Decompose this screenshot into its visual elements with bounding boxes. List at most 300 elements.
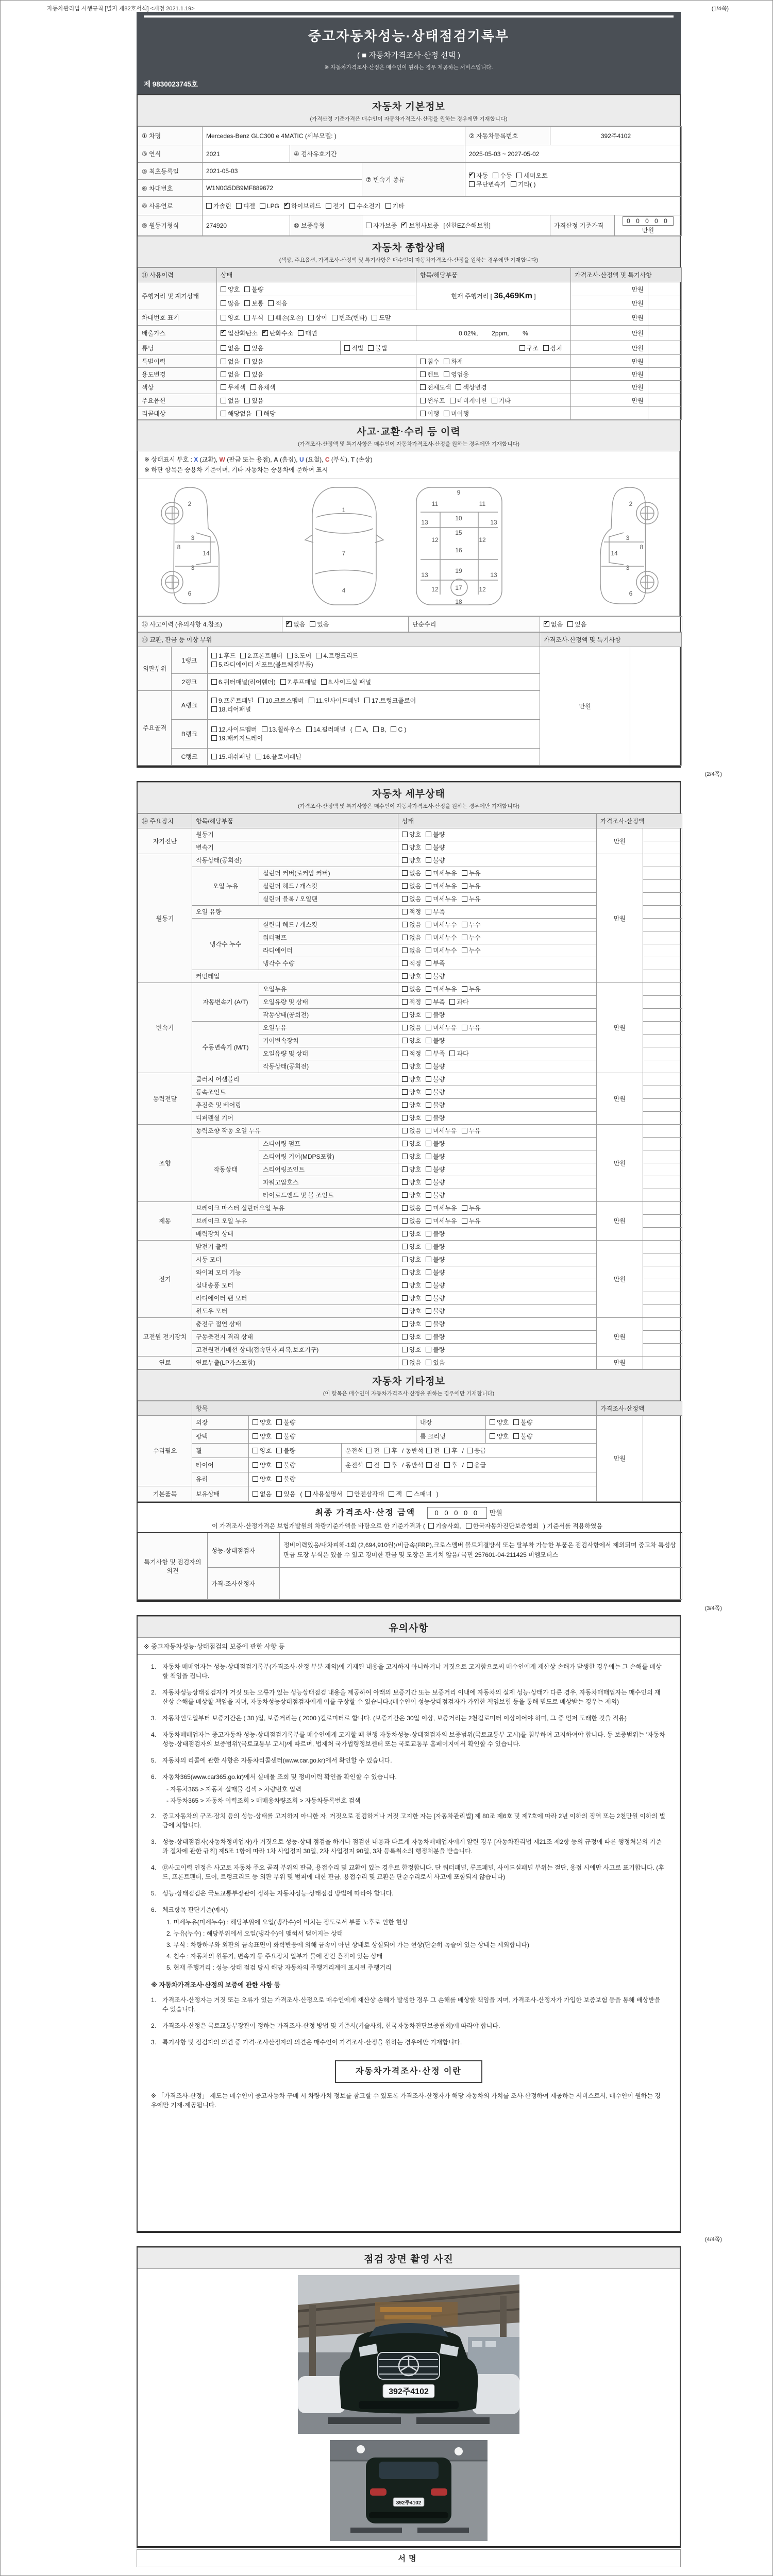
checkbox-option[interactable]: 없음 xyxy=(402,1126,421,1135)
checkbox[interactable] xyxy=(426,1269,431,1275)
checkbox[interactable] xyxy=(298,330,304,336)
checkbox-option[interactable]: 미세누유 xyxy=(426,1126,457,1135)
checkbox[interactable] xyxy=(444,411,449,416)
checkbox-option[interactable]: 양호 xyxy=(402,1178,421,1187)
checkbox[interactable] xyxy=(384,1448,390,1453)
checkbox-option[interactable]: 없음 xyxy=(402,985,421,993)
checkbox[interactable] xyxy=(402,1321,408,1327)
checkbox-option[interactable]: 수소전기 xyxy=(349,201,380,210)
checkbox-option[interactable]: 해당없음 xyxy=(221,409,251,418)
checkbox-option[interactable]: C ) xyxy=(391,726,406,733)
checkbox[interactable] xyxy=(310,621,315,627)
checkbox-option[interactable]: 응급 xyxy=(467,1446,486,1455)
checkbox-option[interactable]: 부식 xyxy=(244,313,263,322)
checkbox-option[interactable]: 이행 xyxy=(420,409,439,418)
checkbox[interactable] xyxy=(221,345,226,351)
checkbox[interactable] xyxy=(316,653,322,658)
checkbox-option[interactable]: 보통 xyxy=(244,299,263,308)
checkbox[interactable] xyxy=(426,960,431,966)
checkbox-option[interactable]: 미세누유 xyxy=(426,894,457,903)
checkbox-option[interactable]: 없음 xyxy=(253,1489,272,1498)
checkbox-option[interactable]: 양호 xyxy=(402,1229,421,1238)
checkbox[interactable] xyxy=(308,315,314,320)
checkbox-option[interactable]: 적정 xyxy=(402,1049,421,1058)
checkbox-option[interactable]: 기타( ) xyxy=(511,180,536,189)
checkbox[interactable] xyxy=(344,345,350,351)
checkbox[interactable] xyxy=(492,398,497,403)
checkbox[interactable] xyxy=(513,1419,519,1425)
checkbox-option[interactable]: 양호 xyxy=(402,972,421,980)
checkbox[interactable] xyxy=(426,832,431,837)
checkbox-option[interactable]: 안전삼각대 xyxy=(347,1489,384,1498)
checkbox-option[interactable]: 자가보증 xyxy=(366,221,397,230)
checkbox-option[interactable]: 불량 xyxy=(426,1242,445,1251)
checkbox-option[interactable]: 영업용 xyxy=(444,370,469,379)
checkbox[interactable] xyxy=(211,679,217,685)
checkbox[interactable] xyxy=(426,1244,431,1249)
checkbox[interactable] xyxy=(462,1025,467,1030)
checkbox[interactable] xyxy=(402,999,408,1005)
checkbox-option[interactable]: 유채색 xyxy=(250,383,276,392)
checkbox-option[interactable]: 응급 xyxy=(467,1461,486,1469)
checkbox-option[interactable]: 양호 xyxy=(402,1191,421,1199)
checkbox-option[interactable]: 양호 xyxy=(253,1418,272,1427)
checkbox-option[interactable]: 양호 xyxy=(402,1036,421,1045)
checkbox-option[interactable]: 적정 xyxy=(402,997,421,1006)
checkbox[interactable] xyxy=(402,1025,408,1030)
checkbox-option[interactable]: 누수 xyxy=(462,933,481,942)
checkbox-option[interactable]: 불량 xyxy=(276,1461,295,1469)
checkbox[interactable] xyxy=(567,621,573,627)
checkbox[interactable] xyxy=(426,1334,431,1340)
checkbox[interactable] xyxy=(402,1050,408,1056)
checkbox-option[interactable]: ✔ 일산화탄소 xyxy=(221,329,258,337)
checkbox[interactable] xyxy=(426,857,431,863)
checkbox[interactable] xyxy=(426,1282,431,1288)
checkbox[interactable] xyxy=(467,1462,473,1468)
checkbox-option[interactable]: 없음 xyxy=(402,920,421,929)
checkbox-option[interactable]: 불량 xyxy=(426,1229,445,1238)
checkbox-option[interactable]: B, xyxy=(373,726,386,733)
checkbox-option[interactable]: 13.휠하우스 xyxy=(262,725,301,734)
checkbox-option[interactable]: 양호 xyxy=(253,1475,272,1483)
checkbox[interactable] xyxy=(366,1448,372,1453)
checkbox[interactable] xyxy=(402,870,408,876)
checkbox-option[interactable]: 불량 xyxy=(426,1319,445,1328)
checkbox[interactable] xyxy=(244,371,250,377)
checkbox-option[interactable]: 불량 xyxy=(276,1432,295,1440)
checkbox[interactable] xyxy=(543,345,549,351)
checkbox[interactable] xyxy=(462,1205,467,1211)
checkbox-option[interactable]: 없음 xyxy=(221,396,240,405)
checkbox[interactable] xyxy=(402,1308,408,1314)
checkbox[interactable] xyxy=(426,973,431,979)
checkbox-option[interactable]: 미세누유 xyxy=(426,985,457,993)
checkbox-option[interactable]: 기타 xyxy=(385,201,405,210)
checkbox-option[interactable]: 미세누수 xyxy=(426,920,457,929)
checkbox-option[interactable]: 미세누수 xyxy=(426,946,457,955)
checkbox-option[interactable]: 양호 xyxy=(402,856,421,865)
checkbox[interactable] xyxy=(240,653,246,658)
checkbox[interactable] xyxy=(366,223,372,228)
checkbox-option[interactable]: 양호 xyxy=(402,1113,421,1122)
checkbox-option[interactable]: 전 xyxy=(366,1461,380,1469)
checkbox-option[interactable]: 장치 xyxy=(543,344,562,352)
checkbox-option[interactable]: 누유 xyxy=(462,869,481,877)
checkbox[interactable] xyxy=(402,1231,408,1236)
checkbox-option[interactable]: 없음 xyxy=(221,370,240,379)
checkbox-checked[interactable] xyxy=(401,223,407,228)
checkbox[interactable] xyxy=(244,300,250,306)
checkbox[interactable] xyxy=(366,1462,372,1468)
checkbox-option[interactable]: 도말 xyxy=(372,313,391,322)
checkbox-option[interactable]: 양호 xyxy=(402,1152,421,1161)
checkbox-option[interactable]: 7.루프패널 xyxy=(280,677,316,686)
checkbox[interactable] xyxy=(364,698,370,703)
checkbox[interactable] xyxy=(389,1491,394,1497)
checkbox[interactable] xyxy=(211,698,217,703)
checkbox-option[interactable]: 없음 xyxy=(402,869,421,877)
checkbox[interactable] xyxy=(444,1462,450,1468)
checkbox[interactable] xyxy=(256,411,262,416)
checkbox[interactable] xyxy=(426,1462,432,1468)
checkbox[interactable] xyxy=(253,1462,258,1468)
checkbox[interactable] xyxy=(420,411,426,416)
checkbox[interactable] xyxy=(402,960,408,966)
checkbox[interactable] xyxy=(321,679,327,685)
checkbox[interactable] xyxy=(426,909,431,914)
checkbox-option[interactable]: 없음 xyxy=(402,894,421,903)
checkbox-option[interactable]: 양호 xyxy=(402,843,421,852)
checkbox[interactable] xyxy=(253,1433,258,1439)
checkbox-option[interactable]: 가솔린 xyxy=(206,201,231,210)
checkbox-option[interactable]: 세미오토 xyxy=(516,171,547,180)
checkbox[interactable] xyxy=(221,411,226,416)
checkbox[interactable] xyxy=(236,203,242,209)
checkbox-option[interactable]: 3.도어 xyxy=(287,651,311,660)
checkbox-option[interactable]: 불법 xyxy=(368,344,387,352)
checkbox-option[interactable]: 19.패키지트레이 xyxy=(211,734,263,742)
checkbox-option[interactable]: 16.플로어패널 xyxy=(256,752,301,761)
checkbox-option[interactable]: 무채색 xyxy=(221,383,246,392)
checkbox-option[interactable]: 적법 xyxy=(344,344,363,352)
checkbox[interactable] xyxy=(211,726,217,732)
checkbox-option[interactable]: 불량 xyxy=(426,1100,445,1109)
checkbox[interactable] xyxy=(402,1038,408,1043)
checkbox[interactable] xyxy=(276,1448,282,1453)
checkbox[interactable] xyxy=(206,203,212,209)
checkbox[interactable] xyxy=(402,883,408,889)
checkbox-option[interactable]: 침수 xyxy=(420,357,439,366)
checkbox[interactable] xyxy=(511,181,516,187)
checkbox-option[interactable]: 양호 xyxy=(221,313,240,322)
checkbox-option[interactable]: 양호 xyxy=(402,1294,421,1302)
checkbox[interactable] xyxy=(426,896,431,902)
checkbox-option[interactable]: 미세누유 xyxy=(426,882,457,890)
checkbox[interactable] xyxy=(221,371,226,377)
checkbox-option[interactable]: LPG xyxy=(260,202,279,210)
checkbox-option[interactable]: 누유 xyxy=(462,882,481,890)
checkbox-option[interactable]: 불량 xyxy=(513,1432,532,1440)
checkbox[interactable] xyxy=(402,1076,408,1082)
checkbox[interactable] xyxy=(221,384,226,390)
checkbox[interactable] xyxy=(462,935,467,940)
checkbox-option[interactable]: 과다 xyxy=(449,997,468,1006)
checkbox-option[interactable]: 구조 xyxy=(519,344,539,352)
checkbox[interactable] xyxy=(250,384,256,390)
checkbox-option[interactable]: 양호 xyxy=(402,1088,421,1096)
checkbox-option[interactable]: 불량 xyxy=(276,1446,295,1455)
checkbox[interactable] xyxy=(426,1089,431,1095)
checkbox-checked[interactable] xyxy=(262,330,268,336)
checkbox[interactable] xyxy=(462,896,467,902)
checkbox-option[interactable]: 양호 xyxy=(402,1319,421,1328)
checkbox-option[interactable]: 미세누유 xyxy=(426,869,457,877)
checkbox[interactable] xyxy=(244,315,250,320)
checkbox-option[interactable]: 불량 xyxy=(426,1075,445,1083)
checkbox-option[interactable]: 양호 xyxy=(402,1332,421,1341)
checkbox[interactable] xyxy=(420,359,426,364)
checkbox[interactable] xyxy=(462,883,467,889)
checkbox[interactable] xyxy=(426,1192,431,1198)
checkbox[interactable] xyxy=(356,726,361,732)
checkbox[interactable] xyxy=(402,986,408,992)
checkbox[interactable] xyxy=(426,1115,431,1121)
checkbox[interactable] xyxy=(426,844,431,850)
checkbox[interactable] xyxy=(426,870,431,876)
checkbox[interactable] xyxy=(426,1102,431,1108)
checkbox-option[interactable]: 화재 xyxy=(444,357,463,366)
checkbox[interactable] xyxy=(426,1205,431,1211)
checkbox[interactable] xyxy=(305,1491,311,1497)
checkbox-option[interactable]: 8.사이드실 패널 xyxy=(321,677,371,686)
checkbox[interactable] xyxy=(402,1179,408,1185)
checkbox[interactable] xyxy=(516,173,522,178)
checkbox[interactable] xyxy=(426,1050,431,1056)
checkbox[interactable] xyxy=(426,1347,431,1352)
checkbox[interactable] xyxy=(402,973,408,979)
checkbox-checked[interactable] xyxy=(286,621,292,627)
checkbox[interactable] xyxy=(402,1244,408,1249)
checkbox-option[interactable]: 불량 xyxy=(426,1332,445,1341)
checkbox-option[interactable]: 적정 xyxy=(402,907,421,916)
checkbox-option[interactable]: 해당 xyxy=(256,409,275,418)
checkbox[interactable] xyxy=(347,1491,352,1497)
checkbox[interactable] xyxy=(426,922,431,927)
checkbox[interactable] xyxy=(402,832,408,837)
checkbox[interactable] xyxy=(426,1321,431,1327)
checkbox-option[interactable]: 누유 xyxy=(462,1126,481,1135)
checkbox-option[interactable]: 미세누유 xyxy=(426,1023,457,1032)
checkbox-option[interactable]: 있음 xyxy=(244,357,263,366)
checkbox[interactable] xyxy=(426,1231,431,1236)
checkbox[interactable] xyxy=(402,1205,408,1211)
checkbox[interactable] xyxy=(490,1419,495,1425)
checkbox[interactable] xyxy=(253,1448,258,1453)
checkbox-option[interactable]: 양호 xyxy=(253,1446,272,1455)
checkbox-option[interactable]: 기술사회, xyxy=(428,1521,461,1530)
checkbox[interactable] xyxy=(402,1102,408,1108)
checkbox[interactable] xyxy=(469,181,475,187)
checkbox[interactable] xyxy=(426,986,431,992)
checkbox[interactable] xyxy=(309,698,314,703)
checkbox-option[interactable]: 없음 xyxy=(402,1023,421,1032)
checkbox[interactable] xyxy=(276,1462,282,1468)
checkbox-option[interactable]: 불량 xyxy=(426,1307,445,1315)
checkbox-option[interactable]: 양호 xyxy=(402,1010,421,1019)
checkbox[interactable] xyxy=(513,1433,519,1439)
checkbox-option[interactable]: 불량 xyxy=(426,1165,445,1174)
checkbox-option[interactable]: 많음 xyxy=(221,299,240,308)
checkbox[interactable] xyxy=(402,1257,408,1262)
checkbox-option[interactable]: 누유 xyxy=(462,894,481,903)
checkbox[interactable] xyxy=(402,1295,408,1301)
checkbox-option[interactable]: 후 xyxy=(444,1461,458,1469)
checkbox-option[interactable]: 불량 xyxy=(426,843,445,852)
checkbox[interactable] xyxy=(402,1360,408,1365)
checkbox-option[interactable]: 미세누유 xyxy=(426,1204,457,1212)
checkbox[interactable] xyxy=(402,1347,408,1352)
checkbox-option[interactable]: 기타 xyxy=(492,396,511,405)
checkbox-option[interactable]: 누유 xyxy=(462,1216,481,1225)
checkbox-option[interactable]: 불량 xyxy=(426,1178,445,1187)
checkbox[interactable] xyxy=(276,1491,282,1497)
checkbox[interactable] xyxy=(276,1476,282,1482)
checkbox[interactable] xyxy=(384,1462,390,1468)
checkbox[interactable] xyxy=(280,679,286,685)
checkbox[interactable] xyxy=(426,883,431,889)
checkbox[interactable] xyxy=(402,1141,408,1146)
checkbox[interactable] xyxy=(221,286,226,292)
checkbox[interactable] xyxy=(211,662,217,667)
checkbox-option[interactable]: 양호 xyxy=(402,1242,421,1251)
checkbox[interactable] xyxy=(211,735,217,741)
checkbox-option[interactable]: 불량 xyxy=(426,1191,445,1199)
checkbox[interactable] xyxy=(426,1218,431,1224)
checkbox[interactable] xyxy=(244,359,250,364)
checkbox-option[interactable]: 불량 xyxy=(276,1418,295,1427)
checkbox-checked[interactable] xyxy=(469,173,475,178)
checkbox[interactable] xyxy=(407,1491,412,1497)
checkbox[interactable] xyxy=(426,1076,431,1082)
checkbox-option[interactable]: 없음 xyxy=(402,1216,421,1225)
checkbox-option[interactable]: 17.트렁크플로어 xyxy=(364,696,416,705)
checkbox[interactable] xyxy=(462,922,467,927)
checkbox-option[interactable]: 전 xyxy=(426,1461,440,1469)
checkbox-option[interactable]: ✔ 없음 xyxy=(286,620,305,629)
checkbox[interactable] xyxy=(332,315,338,320)
checkbox[interactable] xyxy=(449,999,455,1005)
checkbox[interactable] xyxy=(490,1433,495,1439)
checkbox[interactable] xyxy=(258,698,264,703)
checkbox[interactable] xyxy=(287,653,293,658)
checkbox-option[interactable]: 누유 xyxy=(462,1023,481,1032)
checkbox-option[interactable]: ✔ 탄화수소 xyxy=(262,329,293,337)
checkbox[interactable] xyxy=(426,1179,431,1185)
checkbox[interactable] xyxy=(426,1360,431,1365)
checkbox-option[interactable]: 훼손(오손) xyxy=(268,313,303,322)
checkbox[interactable] xyxy=(244,286,250,292)
checkbox-option[interactable]: 상이 xyxy=(308,313,327,322)
checkbox-option[interactable]: 불량 xyxy=(426,1113,445,1122)
checkbox-option[interactable]: 없음 xyxy=(402,1358,421,1367)
checkbox[interactable] xyxy=(253,1491,258,1497)
checkbox[interactable] xyxy=(444,371,449,377)
checkbox-option[interactable]: 없음 xyxy=(402,882,421,890)
checkbox-option[interactable]: 수동 xyxy=(493,171,512,180)
checkbox-option[interactable]: 불량 xyxy=(244,285,263,294)
checkbox-option[interactable]: 양호 xyxy=(402,1268,421,1277)
checkbox-option[interactable]: 불량 xyxy=(426,1345,445,1354)
checkbox[interactable] xyxy=(426,1448,432,1453)
checkbox-option[interactable]: 불량 xyxy=(426,1036,445,1045)
checkbox-option[interactable]: 후 xyxy=(444,1446,458,1455)
checkbox-option[interactable]: 전체도색 xyxy=(420,383,451,392)
checkbox-option[interactable]: 네비게이션 xyxy=(450,396,487,405)
checkbox-option[interactable]: 불량 xyxy=(426,1088,445,1096)
checkbox[interactable] xyxy=(402,909,408,914)
checkbox[interactable] xyxy=(426,1063,431,1069)
checkbox-option[interactable]: A, xyxy=(356,726,368,733)
checkbox[interactable] xyxy=(519,345,525,351)
checkbox[interactable] xyxy=(462,870,467,876)
checkbox-option[interactable]: 불량 xyxy=(426,1268,445,1277)
checkbox-option[interactable]: 양호 xyxy=(402,1139,421,1148)
checkbox[interactable] xyxy=(221,300,226,306)
checkbox-option[interactable]: 전 xyxy=(426,1446,440,1455)
checkbox[interactable] xyxy=(276,1433,282,1439)
checkbox[interactable] xyxy=(428,1523,434,1529)
checkbox-option[interactable]: 불량 xyxy=(426,1010,445,1019)
checkbox-option[interactable]: 양호 xyxy=(402,1062,421,1071)
checkbox-option[interactable]: 14.필러패널 xyxy=(306,725,346,734)
checkbox-option[interactable]: 불량 xyxy=(426,1294,445,1302)
checkbox-option[interactable]: 양호 xyxy=(221,285,240,294)
checkbox-option[interactable]: 없음 xyxy=(402,933,421,942)
checkbox[interactable] xyxy=(426,1128,431,1133)
checkbox[interactable] xyxy=(449,1050,455,1056)
checkbox-option[interactable]: 없음 xyxy=(402,946,421,955)
checkbox-option[interactable]: 양호 xyxy=(402,830,421,839)
checkbox[interactable] xyxy=(260,203,265,209)
checkbox-option[interactable]: 2.프론트휀더 xyxy=(240,651,282,660)
checkbox-option[interactable]: 불량 xyxy=(426,1255,445,1264)
checkbox-option[interactable]: 양호 xyxy=(490,1418,509,1427)
checkbox[interactable] xyxy=(256,754,261,759)
checkbox[interactable] xyxy=(402,1012,408,1018)
checkbox-option[interactable]: 양호 xyxy=(402,1255,421,1264)
checkbox-option[interactable]: 부족 xyxy=(426,959,445,968)
checkbox-option[interactable]: 양호 xyxy=(402,1165,421,1174)
checkbox[interactable] xyxy=(402,1269,408,1275)
checkbox-option[interactable]: 12.사이드멤버 xyxy=(211,725,257,734)
checkbox[interactable] xyxy=(444,359,449,364)
checkbox-option[interactable]: 있음 xyxy=(310,620,329,629)
checkbox-option[interactable]: 누유 xyxy=(462,1204,481,1212)
checkbox-option[interactable]: 양호 xyxy=(402,1100,421,1109)
checkbox[interactable] xyxy=(444,1448,450,1453)
checkbox[interactable] xyxy=(402,896,408,902)
checkbox[interactable] xyxy=(493,173,498,178)
checkbox[interactable] xyxy=(402,947,408,953)
checkbox[interactable] xyxy=(221,359,226,364)
checkbox-option[interactable]: 15.대쉬패널 xyxy=(211,752,251,761)
checkbox[interactable] xyxy=(221,315,226,320)
checkbox[interactable] xyxy=(420,398,426,403)
checkbox-checked[interactable] xyxy=(221,330,226,336)
checkbox-option[interactable]: 있음 xyxy=(426,1358,445,1367)
checkbox[interactable] xyxy=(221,398,226,403)
